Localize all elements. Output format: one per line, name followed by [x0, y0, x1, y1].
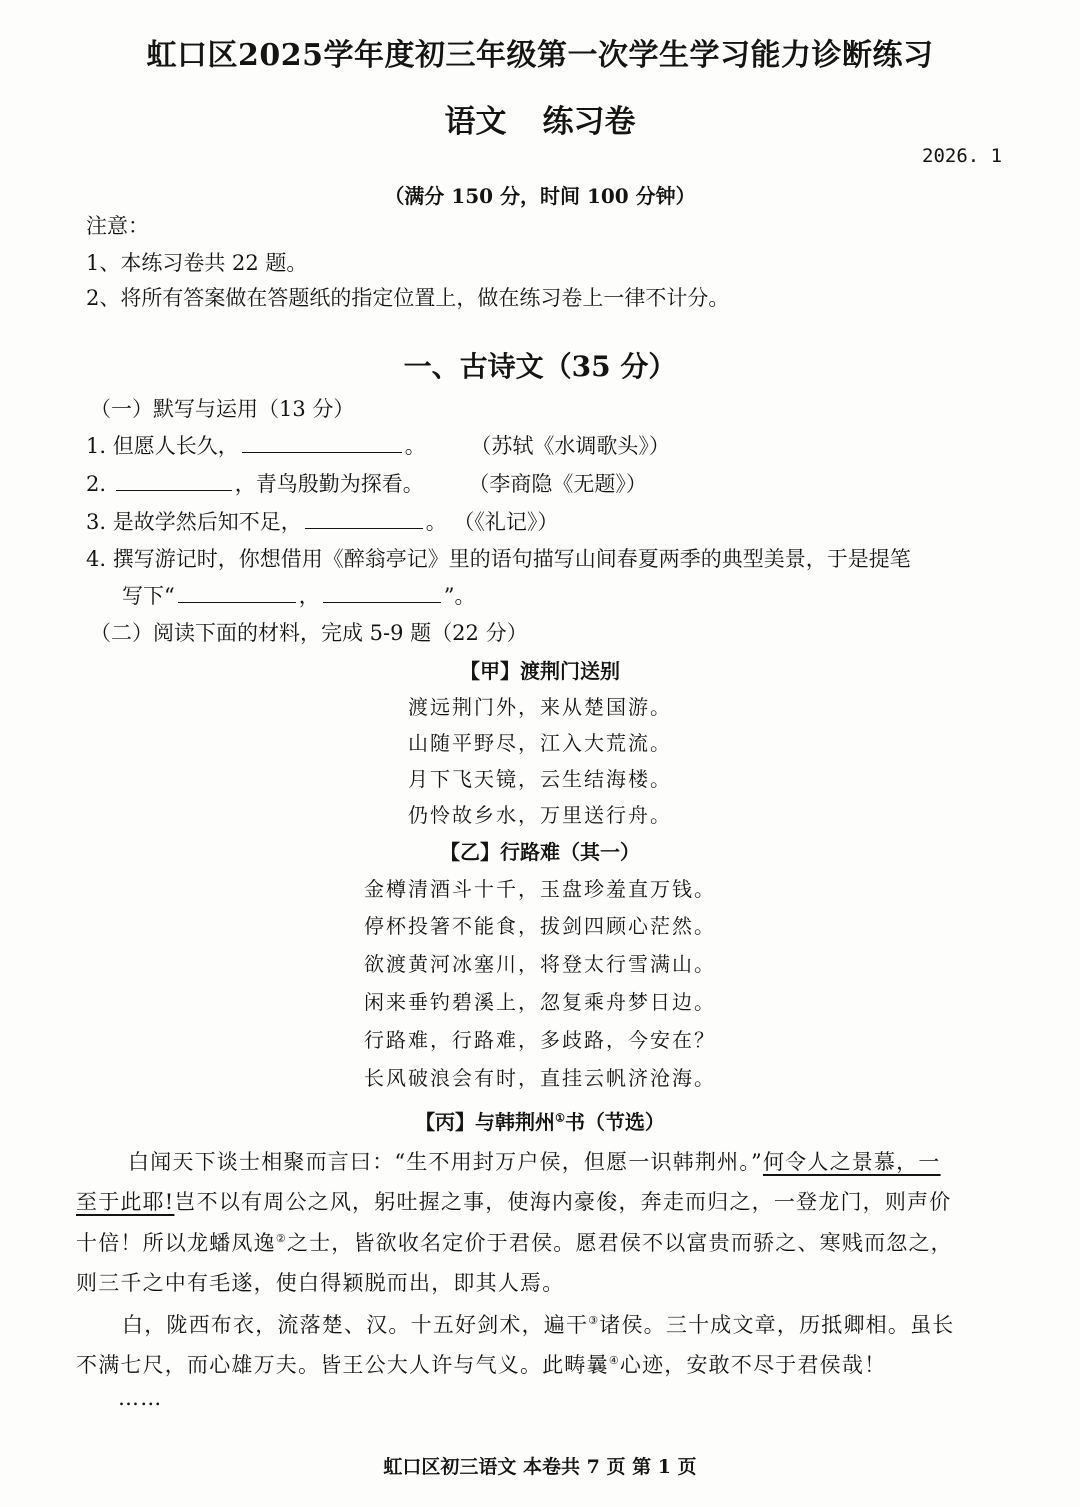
q1-number: 1. [86, 434, 107, 458]
prose-text: 诸侯。三十成文章，历抵卿相。虽长 [599, 1313, 955, 1337]
poem-jia-line: 月下飞天镜，云生结海楼。 [408, 767, 672, 791]
q3-number: 3. [86, 510, 107, 534]
question-2 [86, 468, 647, 498]
q3-answer-blank[interactable] [305, 508, 423, 529]
section-title: 一、古诗文（35 分） [403, 350, 677, 383]
poem-yi-line: 欲渡黄河冰塞川，将登太行雪满山。 [364, 952, 716, 976]
prose-p1-line2 [76, 1186, 1042, 1216]
q1-answer-blank[interactable] [242, 432, 402, 453]
prose-underlined-text: 何令人之景慕，一 [762, 1150, 941, 1174]
question-3 [86, 506, 558, 536]
notice-item-2: 2、将所有答案做在答题纸的指定位置上，做在练习卷上一律不计分。 [86, 286, 730, 310]
prose-text: 岂不以有周公之风，躬吐握之事，使海内豪俊，奔走而归之，一登龙门，则声价 [174, 1190, 952, 1214]
q3-source: （《礼记》） [453, 510, 559, 534]
prose-p2-line1 [122, 1309, 1042, 1339]
prose-p2-line2 [76, 1349, 1042, 1379]
poem-yi-line: 行路难，行路难，多歧路，今安在？ [364, 1028, 716, 1052]
footnote-mark: ④ [608, 1354, 620, 1367]
poem-yi-line: 闲来垂钓碧溪上，忽复乘舟梦日边。 [364, 990, 716, 1014]
exam-date: 2026. 1 [922, 145, 1003, 167]
prose-text: 心迹，安敢不尽于君侯哉！ [619, 1353, 887, 1377]
q4-answer-blank-2[interactable] [323, 582, 441, 603]
page-footer: 虹口区初三语文 本卷共 7 页 第 1 页 [383, 1456, 697, 1478]
prose-underlined-text: 至于此耶! [76, 1190, 175, 1214]
poem-jia-line: 渡远荆门外，来从楚国游。 [408, 695, 672, 719]
exam-title: 虹口区2025学年度初三年级第一次学生学习能力诊断练习 [146, 38, 934, 73]
q1-source: （苏轼《水调歌头》） [470, 434, 670, 458]
footnote-mark: ① [555, 1111, 565, 1125]
poem-jia-line: 山随平野尽，江入大荒流。 [408, 731, 672, 755]
prose-title-main: 【丙】与韩荆州 [415, 1110, 556, 1134]
q4-end: ”。 [443, 584, 476, 608]
q4-comma: ， [298, 584, 320, 608]
footnote-mark: ③ [588, 1314, 600, 1327]
poem-jia-line: 仍怜故乡水，万里送行舟。 [408, 803, 672, 827]
q1-end: 。 [404, 434, 426, 458]
prose-title-tail: 书（节选） [564, 1110, 665, 1134]
subject-label: 语文 [444, 104, 507, 140]
prose-text: 白闻天下谈士相聚而言曰：“生不用封万户侯，但愿一识韩荆州。” [128, 1150, 763, 1174]
q3-end: 。 [425, 510, 447, 534]
question-4 [86, 543, 911, 573]
q1-prompt: 但愿人长久， [112, 434, 239, 458]
poem-jia-title: 【甲】渡荆门送别 [460, 659, 620, 683]
q2-prompt: ，青鸟殷勤为探看。 [234, 472, 424, 496]
poem-yi-title: 【乙】行路难（其一） [440, 840, 640, 864]
prose-text: 之士，皆欲收名定价于君侯。愿君侯不以富贵而骄之、寒贱而忽之， [286, 1231, 953, 1255]
exam-subtitle [0, 96, 1080, 141]
prose-p1-line3 [76, 1227, 1042, 1257]
q3-prompt: 是故学然后知不足， [112, 510, 302, 534]
prose-ellipsis: …… [118, 1386, 163, 1410]
q2-source: （李商隐《无题》） [468, 472, 647, 496]
q2-answer-blank[interactable] [116, 470, 232, 491]
notice-label: 注意： [86, 214, 149, 238]
q4-prompt-line2: 写下“ [122, 584, 175, 608]
q2-number: 2. [86, 472, 107, 496]
prose-p1-line4: 则三千之中有毛遂，使白得颖脱而出，即其人焉。 [76, 1271, 565, 1295]
paper-type-label: 练习卷 [542, 104, 636, 140]
footnote-mark: ② [275, 1232, 287, 1245]
prose-text: 白，陇西布衣，流落楚、汉。十五好剑术，遍干 [122, 1313, 589, 1337]
prose-bing-title [0, 1106, 1080, 1135]
prose-text: 不满七尺，而心雄万夫。皆王公大人许与气义。此畴曩 [76, 1353, 609, 1377]
poem-yi-line: 长风破浪会有时，直挂云帆济沧海。 [364, 1066, 716, 1090]
part2-title: （二）阅读下面的材料，完成 5-9 题（22 分） [90, 621, 528, 645]
prose-text: 十倍！所以龙蟠凤逸 [76, 1231, 276, 1255]
prose-p1-line1 [128, 1146, 1042, 1176]
question-4-line2 [122, 580, 476, 610]
question-1 [86, 430, 670, 460]
part1-title: （一）默写与运用（13 分） [90, 397, 355, 421]
q4-answer-blank-1[interactable] [178, 582, 296, 603]
notice-item-1: 1、本练习卷共 22 题。 [86, 251, 308, 275]
score-time-info: （满分 150 分，时间 100 分钟） [384, 184, 696, 208]
q4-prompt-line1: 撰写游记时，你想借用《醉翁亭记》里的语句描写山间春夏两季的典型美景，于是提笔 [112, 547, 911, 571]
poem-yi-line: 金樽清酒斗十千，玉盘珍羞直万钱。 [364, 877, 716, 901]
poem-yi-line: 停杯投箸不能食，拔剑四顾心茫然。 [364, 914, 716, 938]
q4-number: 4. [86, 547, 107, 571]
